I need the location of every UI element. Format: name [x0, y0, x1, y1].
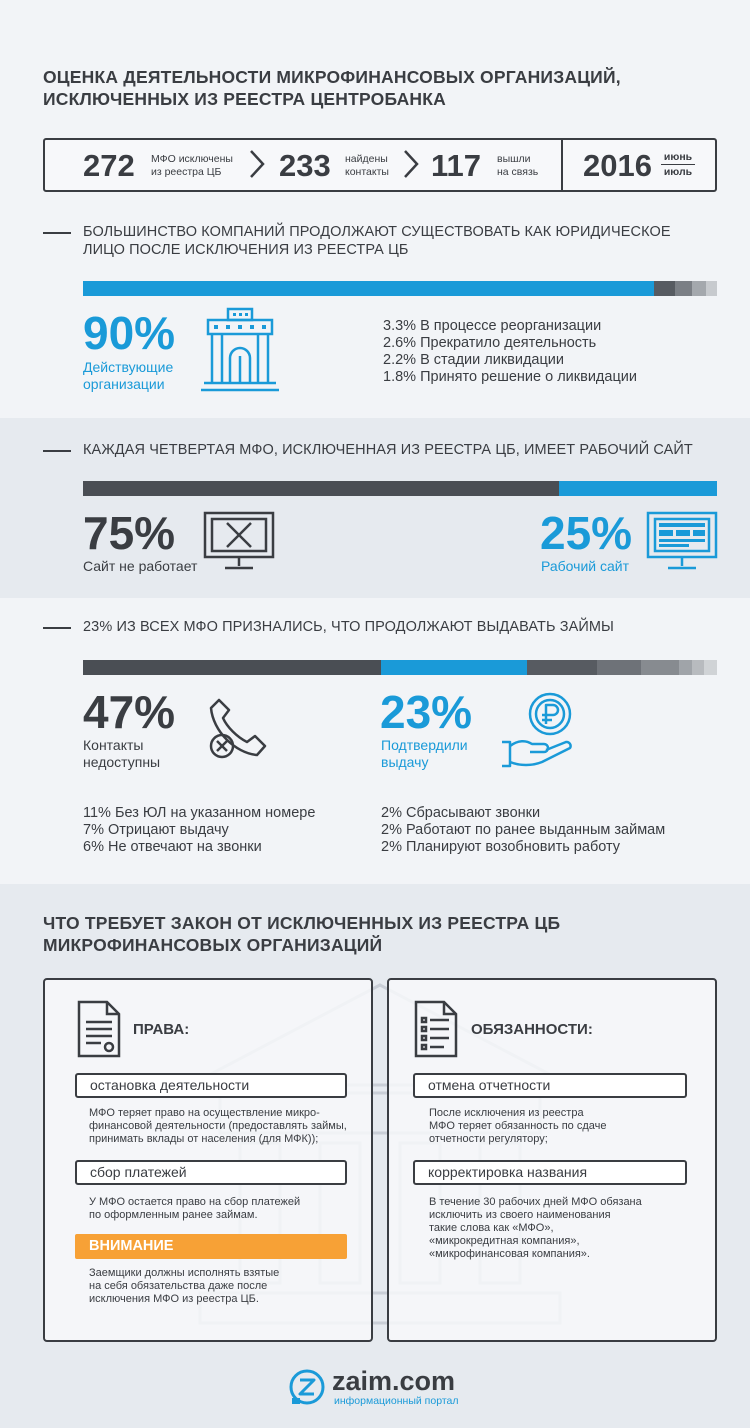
section-3-right-percent: 23% — [380, 686, 473, 738]
bar-segment — [706, 281, 717, 296]
section-3-title: 23% ИЗ ВСЕХ МФО ПРИЗНАЛИСЬ, ЧТО ПРОДОЛЖАЮТ ВЫДАВАТЬ ЗАЙМЫ — [83, 619, 614, 635]
bar-segment — [381, 660, 527, 675]
warning-badge: ВНИМАНИЕ — [75, 1234, 347, 1259]
bar-segment — [83, 481, 559, 496]
bar-segment — [692, 281, 706, 296]
divider — [561, 140, 563, 190]
section-3-left-label: Контакты недоступны — [83, 737, 161, 770]
excluded-count: 272 — [83, 148, 135, 183]
phone-unavailable-icon — [205, 697, 273, 761]
section-2-right-label: Рабочий сайт — [541, 558, 629, 574]
months: июнь июль — [661, 150, 695, 179]
bar-segment — [559, 481, 718, 496]
chevron-right-icon — [243, 149, 273, 179]
found-count: 233 — [279, 148, 331, 183]
year: 2016 — [583, 148, 652, 183]
bar-segment — [704, 660, 717, 675]
document-icon — [77, 1000, 121, 1058]
bar-segment — [83, 660, 381, 675]
list-item: 2.2% В стадии ликвидации — [383, 352, 564, 368]
list-item: 11% Без ЮЛ на указанном номере — [83, 805, 316, 821]
list-item: 2.6% Прекратило деятельность — [383, 335, 597, 351]
section-2-left-label: Сайт не работает — [83, 558, 198, 574]
duties-item-rename-text: В течение 30 рабочих дней МФО обязана исключить из своего наименования такие слова как «МФО», «микрокредитная компания», «микрофинансовая компания». — [429, 1196, 642, 1260]
page-title: ОЦЕНКА ДЕЯТЕЛЬНОСТИ МИКРОФИНАНСОВЫХ ОРГАНИЗАЦИЙ, ИСКЛЮЧЕННЫХ ИЗ РЕЕСТРА ЦЕНТРОБАНКА — [43, 67, 621, 109]
building-icon — [198, 306, 282, 392]
rights-item-payments-text: У МФО остается право на сбор платежей по оформленным ранее займам. — [89, 1196, 301, 1221]
section-1-bar — [83, 281, 717, 296]
zaim-logo-icon — [288, 1368, 326, 1406]
bar-segment — [654, 281, 675, 296]
duties-heading: ОБЯЗАННОСТИ: — [471, 1021, 593, 1038]
brand-name: zaim.com — [332, 1366, 456, 1396]
duties-card — [387, 978, 717, 1342]
section-2-left-percent: 75% — [83, 507, 176, 559]
rights-item-stop: остановка деятельности — [75, 1073, 347, 1098]
checklist-icon — [414, 1000, 458, 1058]
list-item: 3.3% В процессе реорганизации — [383, 318, 602, 334]
bar-segment — [597, 660, 641, 675]
section-3-right-list — [381, 805, 665, 856]
section-1-percent-label: Действующие организации — [83, 359, 174, 392]
bar-segment — [83, 281, 654, 296]
contacted-label: вышли на связь — [497, 153, 539, 178]
section-3-bar — [83, 660, 717, 675]
rights-heading: ПРАВА: — [133, 1021, 190, 1038]
section-1-percent: 90% — [83, 307, 176, 359]
website-monitor-icon — [646, 511, 718, 571]
found-label: найдены контакты — [345, 153, 389, 178]
section-1-title: БОЛЬШИНСТВО КОМПАНИЙ ПРОДОЛЖАЮТ СУЩЕСТВОВАТЬ КАК ЮРИДИЧЕСКОЕ ЛИЦО ПОСЛЕ ИСКЛЮЧЕНИЯ ИЗ РЕЕСТРА ЦБ — [83, 224, 671, 258]
ruble-coin-hand-icon — [500, 692, 578, 770]
rights-item-stop-text: МФО теряет право на осуществление микро- финансовой деятельности (предоставлять займы, принимать вклады от населения (для МФК)); — [89, 1107, 347, 1145]
section-1-list — [383, 318, 637, 386]
list-item: 1.8% Принято решение о ликвидации — [383, 369, 637, 385]
warning-text: Заемщики должны исполнять взятые на себя обязательства даже после исключения МФО из реестра ЦБ. — [89, 1267, 280, 1305]
section-3-right-label: Подтвердили выдачу — [381, 737, 468, 770]
section-2-right-percent: 25% — [540, 507, 633, 559]
duties-item-reporting: отмена отчетности — [413, 1073, 687, 1098]
bar-segment — [527, 660, 597, 675]
law-title: ЧТО ТРЕБУЕТ ЗАКОН ОТ ИСКЛЮЧЕННЫХ ИЗ РЕЕСТРА ЦБ МИКРОФИНАНСОВЫХ ОРГАНИЗАЦИЙ — [43, 913, 561, 955]
section-dash — [43, 627, 71, 629]
section-dash — [43, 232, 71, 234]
duties-item-reporting-text: После исключения из реестра МФО теряет обязанность по сдаче отчетности регулятору; — [429, 1107, 607, 1145]
bar-segment — [692, 660, 705, 675]
section-dash — [43, 450, 71, 452]
bar-segment — [679, 660, 692, 675]
stats-box — [43, 138, 717, 192]
list-item: 7% Отрицают выдачу — [83, 822, 229, 838]
list-item: 6% Не отвечают на звонки — [83, 839, 262, 855]
section-3-left-list — [83, 805, 315, 856]
brand-tagline: информационный портал — [334, 1395, 459, 1407]
rights-card — [43, 978, 373, 1342]
section-2-title: КАЖДАЯ ЧЕТВЕРТАЯ МФО, ИСКЛЮЧЕННАЯ ИЗ РЕЕСТРА ЦБ, ИМЕЕТ РАБОЧИЙ САЙТ — [83, 442, 693, 458]
list-item: 2% Работают по ранее выданным займам — [381, 822, 666, 838]
duties-item-rename: корректировка названия — [413, 1160, 687, 1185]
contacted-count: 117 — [431, 148, 482, 183]
list-item: 2% Сбрасывают звонки — [381, 805, 541, 821]
list-item: 2% Планируют возобновить работу — [381, 839, 621, 855]
broken-monitor-icon — [203, 511, 275, 571]
excluded-label: МФО исключены из реестра ЦБ — [151, 153, 233, 178]
section-2-bar — [83, 481, 717, 496]
bar-segment — [675, 281, 692, 296]
chevron-right-icon — [397, 149, 427, 179]
section-3-left-percent: 47% — [83, 686, 176, 738]
bar-segment — [641, 660, 679, 675]
rights-item-payments: сбор платежей — [75, 1160, 347, 1185]
